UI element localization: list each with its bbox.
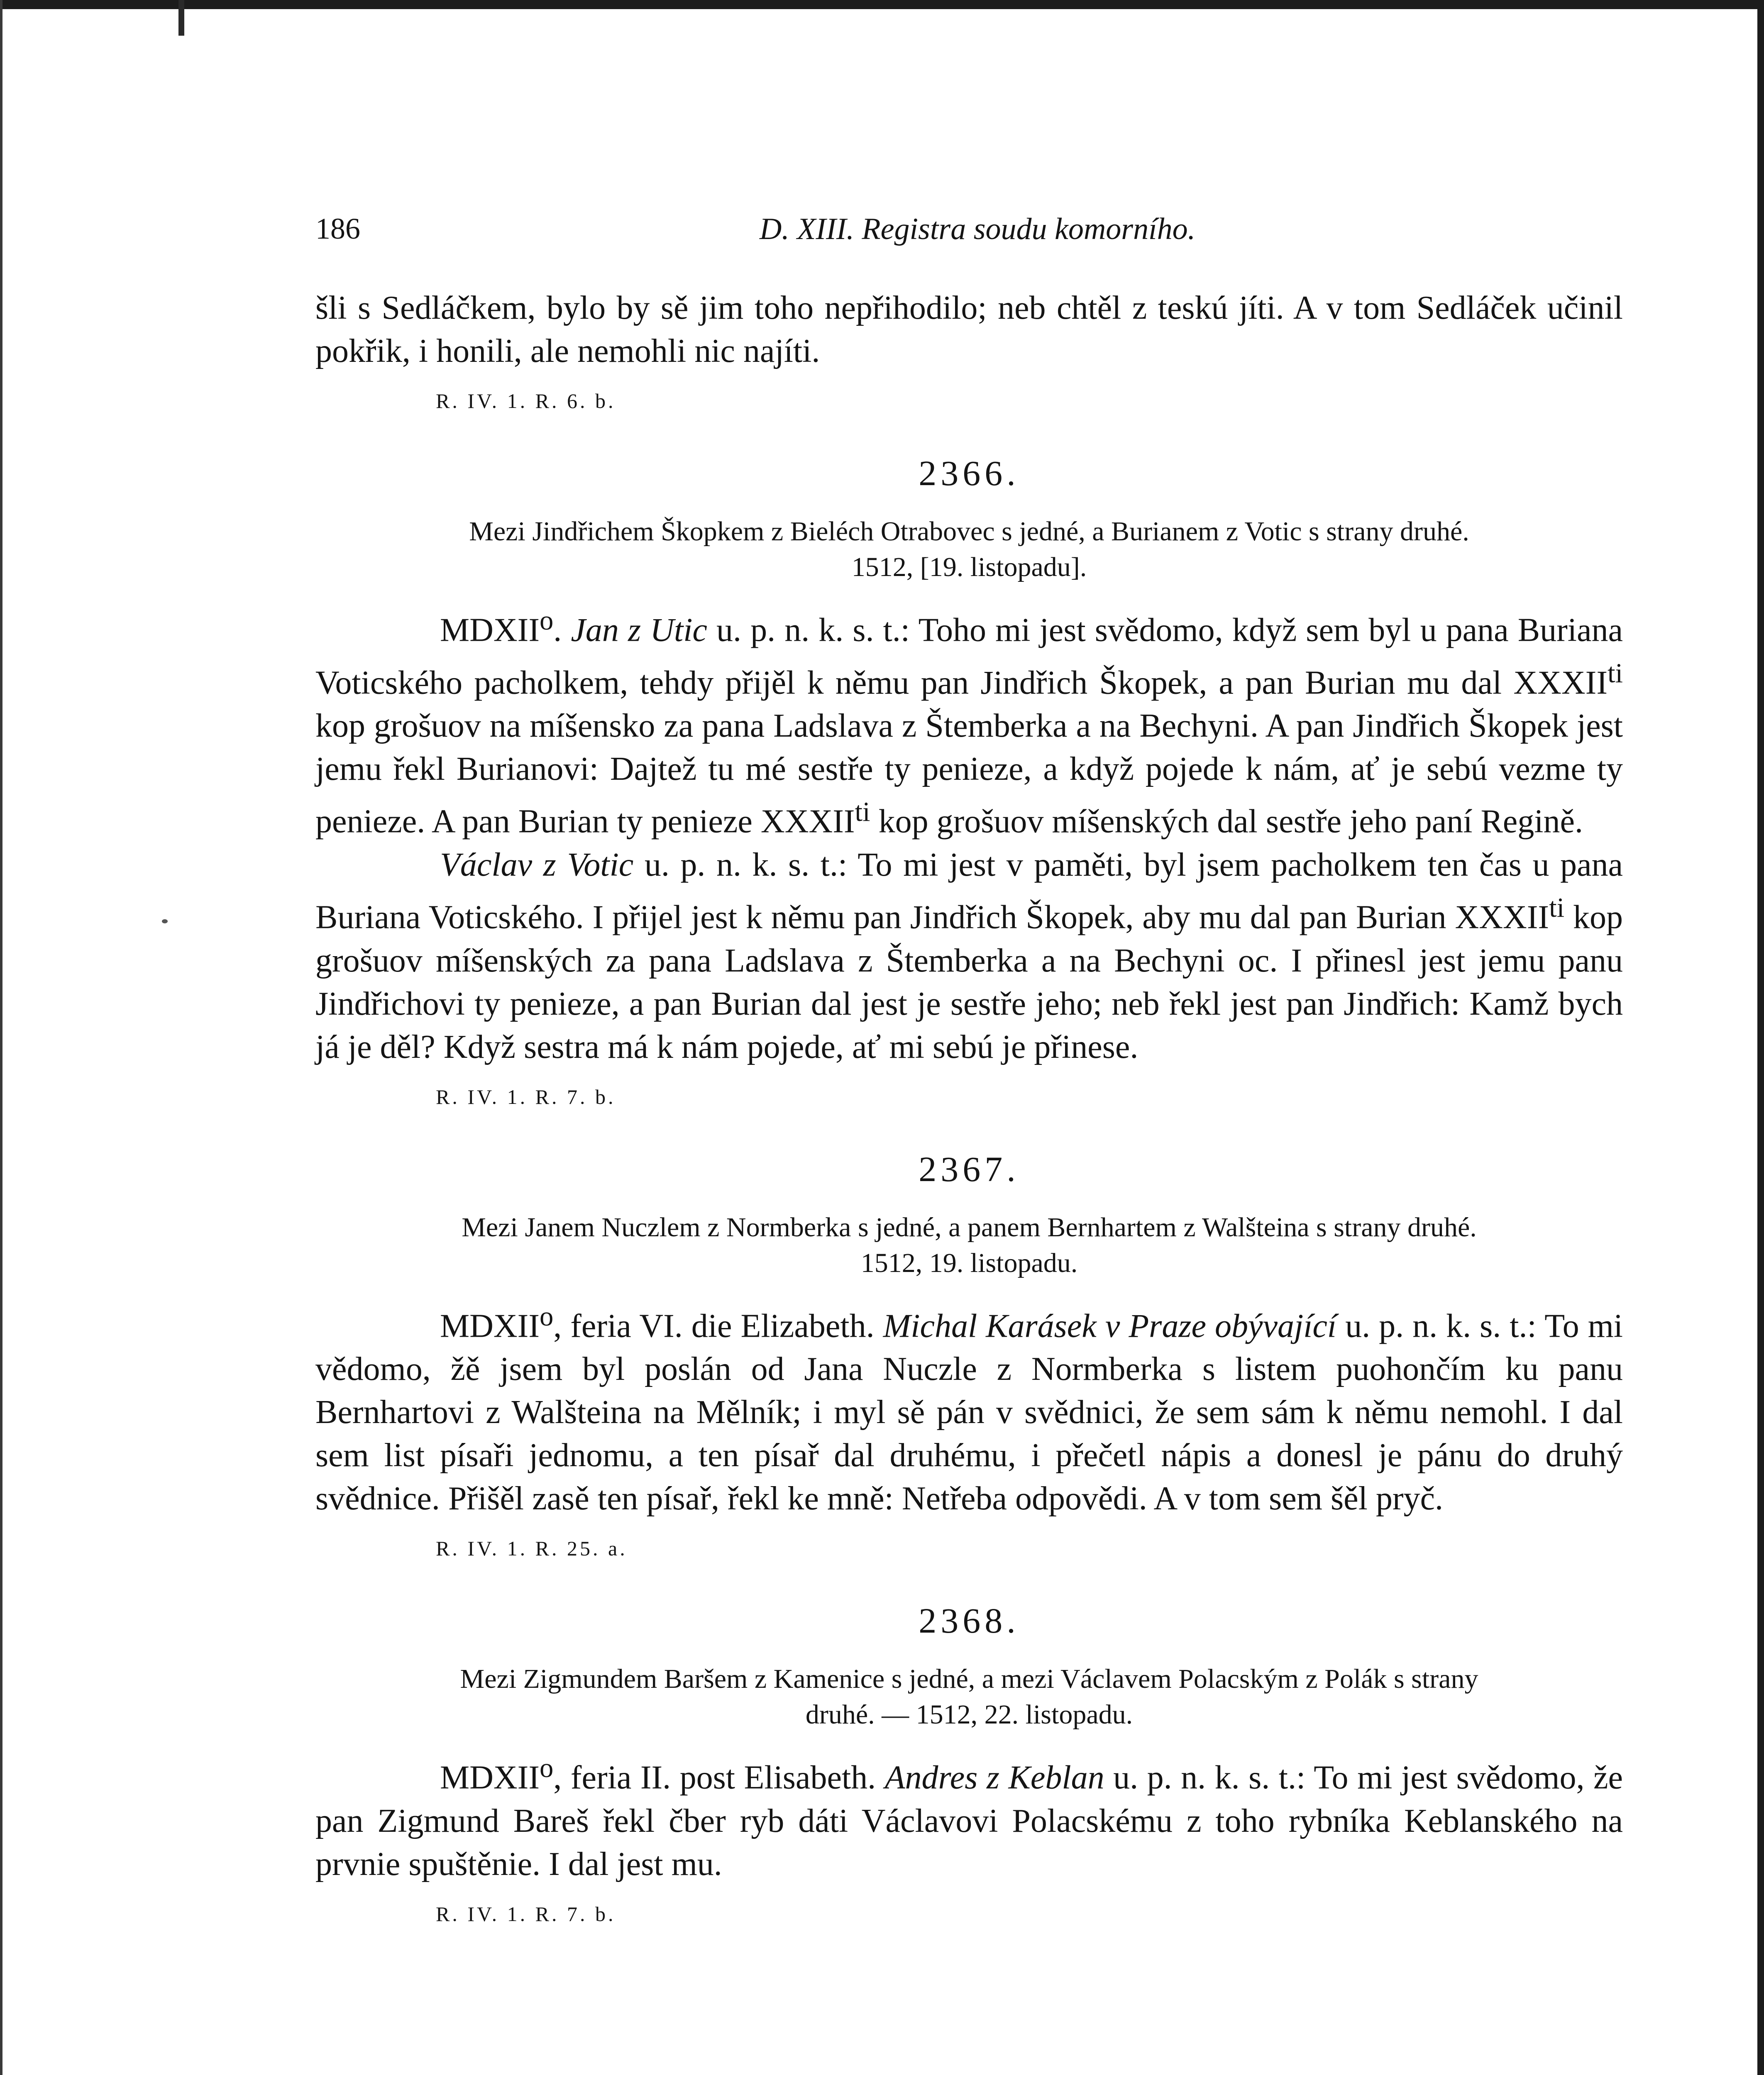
entry-heading-date: druhé. — 1512, 22. listopadu. — [805, 1699, 1133, 1730]
testimony-paragraph — [315, 1295, 1623, 1521]
entry-heading-parties: Mezi Janem Nuczlem z Normberka s jedné, a panem Bernhartem z Walšteina s strany druhé. — [462, 1212, 1477, 1243]
entry-heading-date: 1512, 19. listopadu. — [860, 1247, 1078, 1278]
superscript: o — [539, 1753, 554, 1784]
entry-number: 2366. — [919, 453, 1020, 493]
scan-speck — [162, 919, 168, 923]
testimony-paragraph — [315, 599, 1623, 843]
running-title: D. XIII. Registra soudu komorního. — [759, 212, 1196, 246]
scan-border-top — [0, 0, 1764, 9]
date-clause: , feria VI. die Elizabeth. — [553, 1308, 883, 1345]
binding-mark — [178, 0, 184, 36]
archive-reference: R. IV. 1. R. 6. b. — [436, 389, 616, 413]
entry-heading-date: 1512, [19. listopadu]. — [851, 552, 1087, 582]
superscript: o — [539, 1301, 554, 1332]
testimony-text: kop grošuov míšenských za pana Ladslava z Štemberka a na Bechyni oc. I přinesl jest jemu panu Jindřichovi ty penieze, a pan Burian dal jest je sestře jeho; neb řekl jest pan Jindřich: Kamž bych já je děl? Když sestra má k nám pojede, ať mi sebú je přinese. — [315, 899, 1623, 1065]
continuation-paragraph: šli s Sedláčkem, bylo by sě jim toho nepřihodilo; neb chtěl z teskú jíti. A v tom Sedláček učinil pokřik, i honili, ale nemohli nic najíti. — [315, 290, 1623, 369]
testimony-text: u. p. n. k. s. t.: To mi vědomo, žě jsem byl poslán od Jana Nuczle z Normberka s listem puohončím ku panu Bernhartovi z Walšteina na Mělník; i myl sě pán v svědnici, že sem sám k němu nemohl. I dal sem list písaři jednomu, a ten písař dal druhému, i přečetl nápis a donesl je pánu do druhý svědnice. Přišěl zasě ten písař, řekl ke mně: Netřeba odpovědi. A v tom sem šěl pryč. — [315, 1308, 1623, 1517]
witness-name: Andres z Keblan — [884, 1759, 1104, 1796]
entry-heading-parties: Mezi Jindřichem Škopkem z Bieléch Otrabovec s jedné, a Burianem z Votic s strany druhé. — [469, 516, 1469, 547]
testimony-paragraph — [315, 843, 1623, 1069]
entry-2368 — [315, 1600, 1623, 1926]
entry-2367 — [315, 1148, 1623, 1561]
year-numeral: MDXII — [440, 612, 540, 649]
witness-name: Václav z Votic — [440, 846, 634, 883]
page-header — [315, 212, 1623, 261]
year-numeral: MDXII — [440, 1308, 540, 1345]
scan-border-right — [1757, 0, 1764, 2075]
superscript: ti — [1549, 892, 1565, 923]
witness-name: Michal Karásek v Praze obývající — [883, 1308, 1337, 1345]
testimony-text: u. p. n. k. s. t.: Toho mi jest svědomo, když sem byl u pana Buriana Voticského pacholkem, tehdy přijěl k němu pan Jindřich Škopek, a pan Burian mu dal XXXII — [315, 612, 1623, 701]
entry-2366 — [315, 452, 1623, 1109]
superscript: o — [539, 605, 554, 636]
archive-reference: R. IV. 1. R. 25. a. — [436, 1537, 628, 1560]
testimony-text: u. p. n. k. s. t.: To mi jest svědomo, že pan Zigmund Bareš řekl čber ryb dáti Václavovi Polacskému z toho rybníka Keblanského na prvnie spuštěnie. I dal jest mu. — [315, 1759, 1623, 1882]
date-clause: , feria II. post Elisabeth. — [553, 1759, 885, 1796]
page-body — [315, 286, 1623, 1926]
entry-number: 2368. — [919, 1601, 1020, 1641]
witness-name: Jan z Utic — [571, 612, 707, 649]
date-clause: . — [553, 612, 571, 649]
superscript: ti — [855, 797, 870, 828]
entry-heading-parties: Mezi Zigmundem Baršem z Kamenice s jedné, a mezi Václavem Polacským z Polák s strany — [460, 1664, 1478, 1694]
testimony-text: u. p. n. k. s. t.: To mi jest v paměti, byl jsem pacholkem ten čas u pana Buriana Voticského. I přijel jest k němu pan Jindřich Škopek, aby mu dal pan Burian XXXII — [315, 846, 1623, 936]
year-numeral: MDXII — [440, 1759, 540, 1796]
testimony-text: kop grošuov na míšensko za pana Ladslava z Štemberka a na Bechyni. A pan Jindřich Škopek jest jemu řekl Burianovi: Dajtež tu mé sestře ty penieze, a když pojede k nám, ať je sebú vezme ty penieze. A pan Burian ty penieze XXXII — [315, 708, 1623, 840]
entry-heading — [315, 1661, 1623, 1733]
scan-border-left — [0, 0, 2, 2075]
page-number: 186 — [315, 212, 360, 245]
archive-reference: R. IV. 1. R. 7. b. — [436, 1902, 616, 1926]
superscript: ti — [1607, 658, 1623, 688]
entry-heading — [315, 1210, 1623, 1281]
entry-heading — [315, 514, 1623, 585]
testimony-paragraph — [315, 1747, 1623, 1886]
entry-number: 2367. — [919, 1149, 1020, 1189]
testimony-text: kop grošuov míšenských dal sestře jeho paní Regině. — [870, 803, 1583, 840]
archive-reference: R. IV. 1. R. 7. b. — [436, 1085, 616, 1108]
